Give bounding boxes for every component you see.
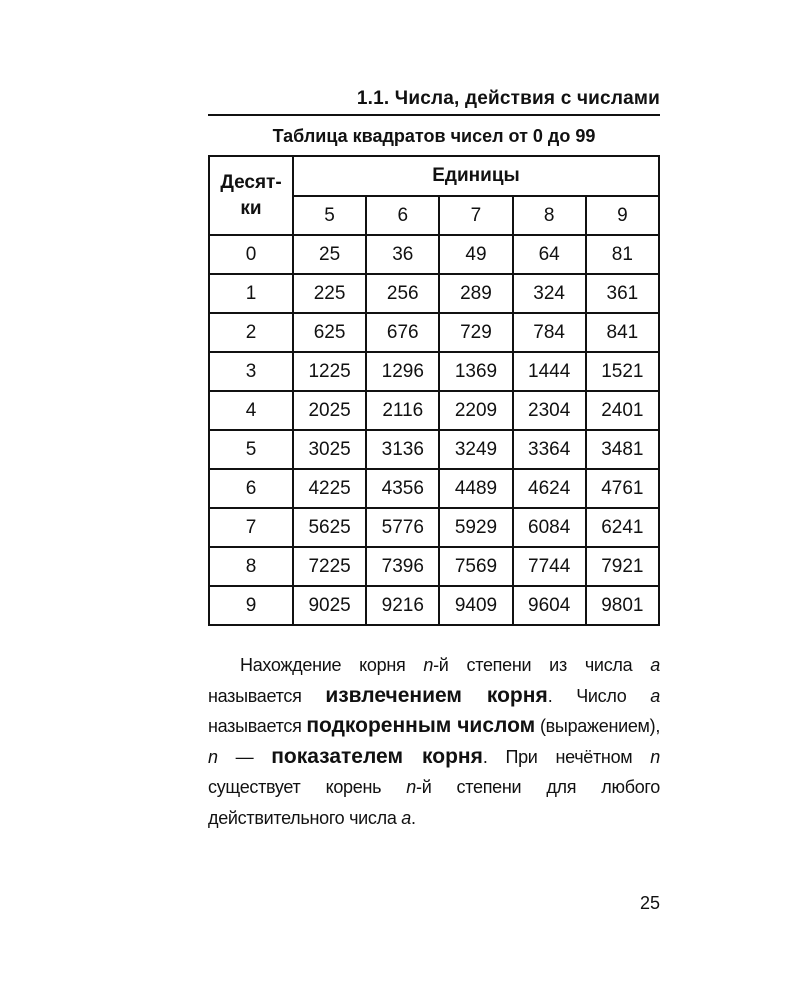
unit-digit-header: 8 bbox=[513, 196, 586, 235]
variable-a: a bbox=[650, 655, 660, 675]
square-value-cell: 2401 bbox=[586, 391, 659, 430]
square-value-cell: 5625 bbox=[293, 508, 366, 547]
text-segment: . При нечётном bbox=[482, 746, 651, 767]
square-value-cell: 3481 bbox=[586, 430, 659, 469]
square-value-cell: 64 bbox=[513, 235, 586, 274]
square-value-cell: 3364 bbox=[513, 430, 586, 469]
text-segment: существует корень bbox=[208, 777, 407, 797]
square-value-cell: 676 bbox=[366, 313, 439, 352]
root-definition-paragraph bbox=[208, 650, 660, 833]
table-row bbox=[209, 274, 659, 313]
square-value-cell: 3249 bbox=[439, 430, 512, 469]
tens-digit-cell: 6 bbox=[209, 469, 293, 508]
table-row bbox=[209, 469, 659, 508]
tens-digit-cell: 5 bbox=[209, 430, 293, 469]
square-value-cell: 2209 bbox=[439, 391, 512, 430]
tens-digit-cell: 9 bbox=[209, 586, 293, 625]
variable-n: n bbox=[406, 777, 417, 797]
square-value-cell: 9801 bbox=[586, 586, 659, 625]
square-value-cell: 1296 bbox=[366, 352, 439, 391]
tens-digit-cell: 3 bbox=[209, 352, 293, 391]
square-value-cell: 1225 bbox=[293, 352, 366, 391]
square-value-cell: 225 bbox=[293, 274, 366, 313]
table-row bbox=[209, 391, 659, 430]
table-row bbox=[209, 235, 659, 274]
square-value-cell: 49 bbox=[439, 235, 512, 274]
table-row bbox=[209, 508, 659, 547]
square-value-cell: 1444 bbox=[513, 352, 586, 391]
square-value-cell: 9025 bbox=[293, 586, 366, 625]
running-head: 1.1. Числа, действия с числами bbox=[208, 88, 660, 116]
square-value-cell: 2025 bbox=[293, 391, 366, 430]
variable-a: a bbox=[401, 807, 411, 828]
square-value-cell: 7744 bbox=[513, 547, 586, 586]
square-value-cell: 361 bbox=[586, 274, 659, 313]
square-value-cell: 3025 bbox=[293, 430, 366, 469]
table-row bbox=[209, 547, 659, 586]
variable-n: n bbox=[423, 655, 434, 675]
text-segment: . bbox=[410, 807, 416, 828]
square-value-cell: 25 bbox=[293, 235, 366, 274]
tens-digit-cell: 7 bbox=[209, 508, 293, 547]
tens-digit-cell: 8 bbox=[209, 547, 293, 586]
square-value-cell: 784 bbox=[513, 313, 586, 352]
square-value-cell: 729 bbox=[439, 313, 512, 352]
variable-a: a bbox=[650, 685, 661, 706]
table-row bbox=[209, 352, 659, 391]
table-row bbox=[209, 430, 659, 469]
table-row bbox=[209, 586, 659, 625]
square-value-cell: 3136 bbox=[366, 430, 439, 469]
square-value-cell: 324 bbox=[513, 274, 586, 313]
squares-table bbox=[208, 155, 660, 626]
page bbox=[208, 88, 660, 851]
variable-n: n bbox=[208, 746, 218, 767]
text-segment: . Число bbox=[547, 685, 651, 706]
variable-n: n bbox=[650, 746, 660, 767]
square-value-cell: 5776 bbox=[366, 508, 439, 547]
square-value-cell: 2116 bbox=[366, 391, 439, 430]
square-value-cell: 4624 bbox=[513, 469, 586, 508]
text-segment: -й степени из числа bbox=[433, 655, 651, 675]
square-value-cell: 1369 bbox=[439, 352, 512, 391]
unit-digit-header: 6 bbox=[366, 196, 439, 235]
units-header: Единицы bbox=[293, 156, 659, 196]
square-value-cell: 841 bbox=[586, 313, 659, 352]
term-radicand: подкоренным числом bbox=[306, 714, 536, 737]
square-value-cell: 1521 bbox=[586, 352, 659, 391]
tens-digit-cell: 2 bbox=[209, 313, 293, 352]
square-value-cell: 81 bbox=[586, 235, 659, 274]
page-number: 25 bbox=[639, 893, 660, 913]
tens-digit-cell: 1 bbox=[209, 274, 293, 313]
square-value-cell: 7569 bbox=[439, 547, 512, 586]
text-segment: называется bbox=[208, 716, 307, 736]
table-body bbox=[209, 235, 659, 625]
table-row bbox=[209, 313, 659, 352]
square-value-cell: 7921 bbox=[586, 547, 659, 586]
square-value-cell: 6084 bbox=[513, 508, 586, 547]
square-value-cell: 9604 bbox=[513, 586, 586, 625]
text-segment: (выражением), bbox=[535, 716, 661, 736]
square-value-cell: 2304 bbox=[513, 391, 586, 430]
unit-digit-header: 7 bbox=[439, 196, 512, 235]
tens-digit-cell: 0 bbox=[209, 235, 293, 274]
tens-column-header bbox=[209, 156, 293, 235]
square-value-cell: 5929 bbox=[439, 508, 512, 547]
text-segment: — bbox=[217, 746, 272, 767]
table-title: Таблица квадратов чисел от 0 до 99 bbox=[272, 126, 596, 146]
tens-digit-cell: 4 bbox=[209, 391, 293, 430]
table-header-row bbox=[209, 156, 659, 196]
text-segment: Нахождение корня bbox=[240, 655, 424, 675]
tens-header-line2: ки bbox=[240, 197, 262, 219]
square-value-cell: 7396 bbox=[366, 547, 439, 586]
square-value-cell: 7225 bbox=[293, 547, 366, 586]
square-value-cell: 6241 bbox=[586, 508, 659, 547]
square-value-cell: 9216 bbox=[366, 586, 439, 625]
square-value-cell: 4761 bbox=[586, 469, 659, 508]
unit-digit-header: 9 bbox=[586, 196, 659, 235]
tens-header-line1: Десят- bbox=[220, 171, 282, 193]
square-value-cell: 4225 bbox=[293, 469, 366, 508]
text-segment: называется bbox=[208, 685, 326, 706]
term-root-index: показателем корня bbox=[271, 744, 483, 768]
unit-digit-header: 5 bbox=[293, 196, 366, 235]
square-value-cell: 9409 bbox=[439, 586, 512, 625]
square-value-cell: 256 bbox=[366, 274, 439, 313]
square-value-cell: 289 bbox=[439, 274, 512, 313]
square-value-cell: 625 bbox=[293, 313, 366, 352]
square-value-cell: 4356 bbox=[366, 469, 439, 508]
term-root-extraction: извлечением корня bbox=[325, 683, 548, 707]
square-value-cell: 36 bbox=[366, 235, 439, 274]
text-segment: -й степени для любого действительного числа bbox=[208, 777, 660, 828]
square-value-cell: 4489 bbox=[439, 469, 512, 508]
